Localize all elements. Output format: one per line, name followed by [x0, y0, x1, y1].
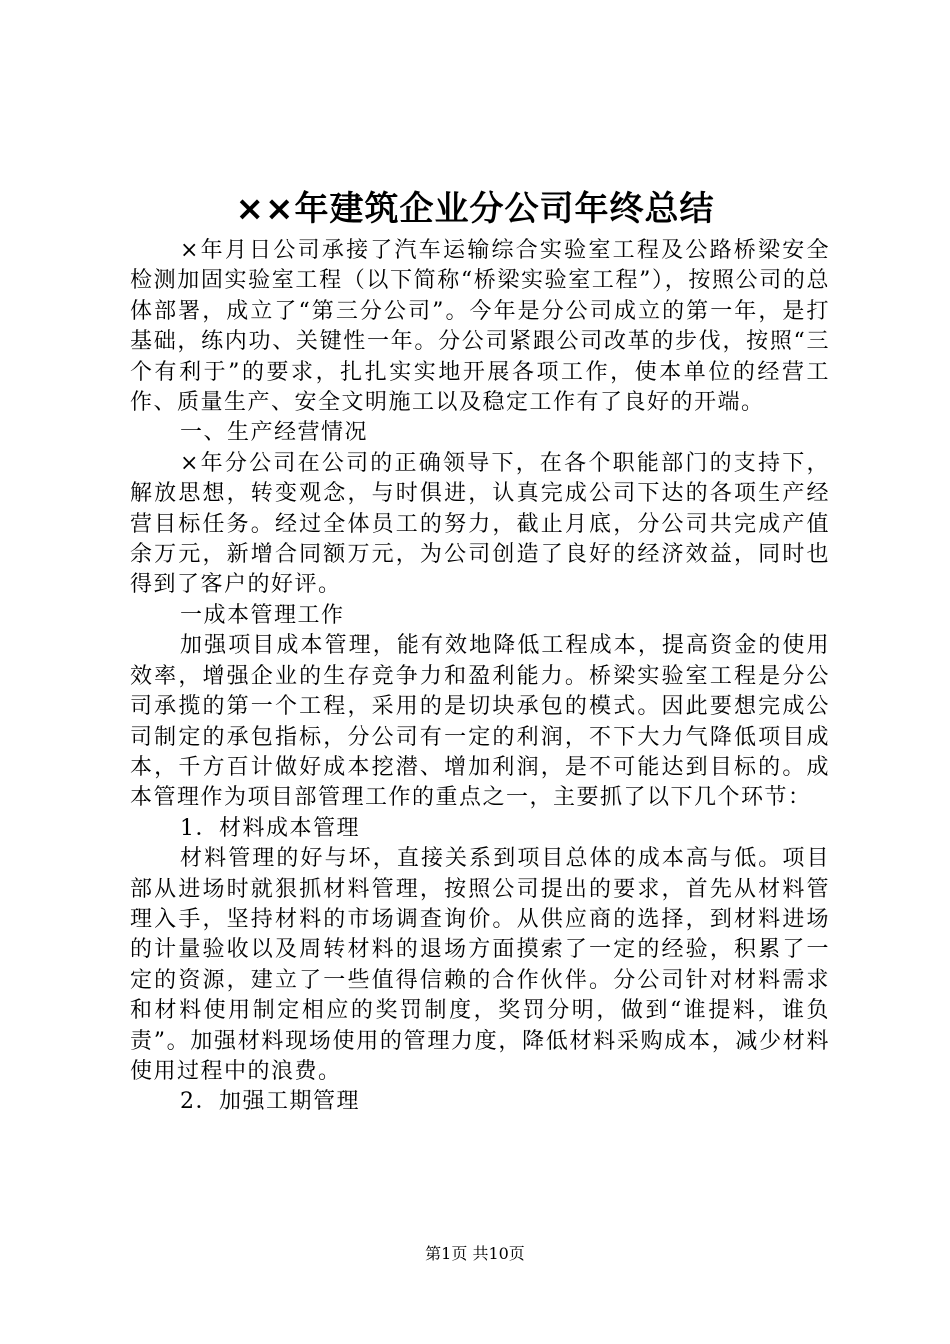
paragraph-cost-management: 加强项目成本管理，能有效地降低工程成本，提高资金的使用效率，增强企业的生存竞争力和盈利能力。桥梁实验室工程是分公司承揽的第一个工程，采用的是切块承包的模式。因此要想完成公司制定的承包指标，分公司有一定的利润，不下大力气降低项目成本，千方百计做好成本挖潜、增加利润，是不可能达到目标的。成本管理作为项目部管理工作的重点之一，主要抓了以下几个环节： — [130, 633, 830, 811]
heading-production: 一、生产经营情况 — [180, 420, 369, 446]
paragraph-material-cost: 材料管理的好与坏，直接关系到项目总体的成本高与低。项目部从进场时就狠抓材料管理，按照公司提出的要求，首先从材料管理入手，坚持材料的市场调查询价。从供应商的选择，到材料进场的计量验收以及周转材料的退场方面摸索了一定的经验，积累了一定的资源，建立了一些值得信赖的合作伙伴。分公司针对材料需求和材料使用制定相应的奖罚制度，奖罚分明，做到“谁提料，谁负责”。加强材料现场使用的管理力度，降低材料采购成本，减少材料使用过程中的浪费。 — [130, 846, 830, 1084]
heading-material-cost: 1．材料成本管理 — [180, 815, 360, 841]
document-title: ××年建筑企业分公司年终总结 — [235, 189, 715, 229]
paragraph-production: ×年分公司在公司的正确领导下，在各个职能部门的支持下，解放思想，转变观念，与时俱进，认真完成公司下达的各项生产经营目标任务。经过全体员工的努力，截止月底，分公司共完成产值余万元，新增合同额万元，为公司创造了良好的经济效益，同时也得到了客户的好评。 — [130, 450, 830, 598]
heading-schedule: 2．加强工期管理 — [180, 1089, 360, 1115]
document-body — [130, 236, 830, 1118]
heading-cost-management: 一成本管理工作 — [180, 602, 345, 628]
page-footer: 第1页 共10页 — [425, 1244, 525, 1263]
paragraph-intro: ×年月日公司承接了汽车运输综合实验室工程及公路桥梁安全检测加固实验室工程（以下简称“桥梁实验室工程”），按照公司的总体部署，成立了“第三分公司”。今年是分公司成立的第一年，是打基础，练内功、关键性一年。分公司紧跟公司改革的步伐，按照“三个有利于”的要求，扎扎实实地开展各项工作，使本单位的经营工作、质量生产、安全文明施工以及稳定工作有了良好的开端。 — [130, 238, 830, 416]
